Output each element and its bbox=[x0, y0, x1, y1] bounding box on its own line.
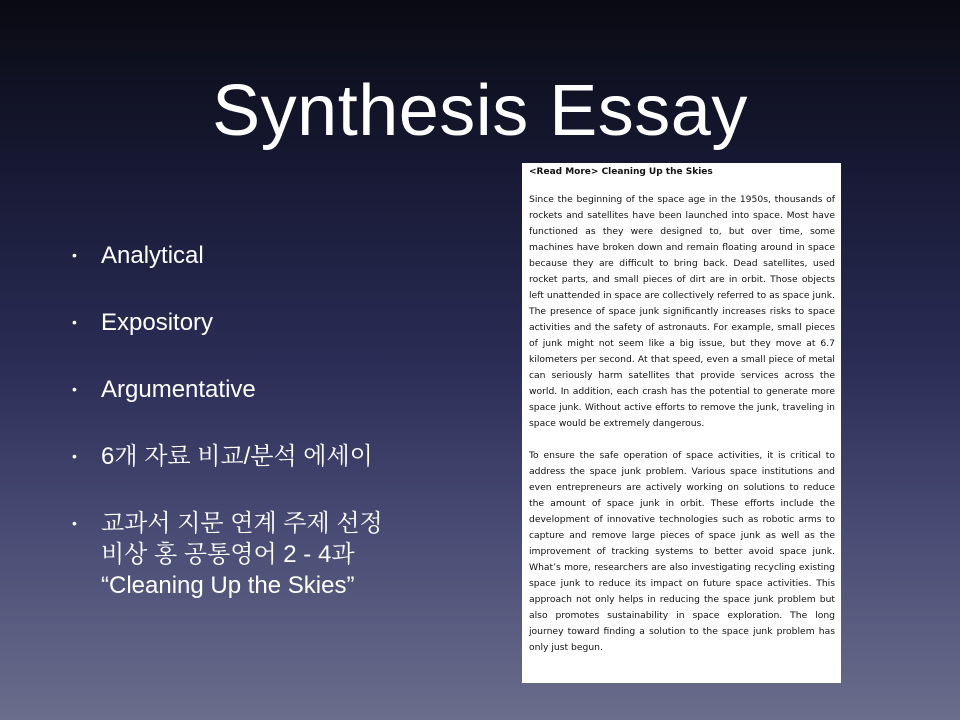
reading-document bbox=[522, 163, 841, 683]
document-paragraph-2: To ensure the safe operation of space activities, it is critical to address the space junk problem. Various space institutions and even entrepreneurs are actively working on solutions to reduce the amount of space junk in orbit. These efforts include the development of innovative technologies such as robotic arms to capture and remove large pieces of space junk as well as the improvement of tracking systems to better avoid space junk. What’s more, researchers are also investigating recycling existing space junk to reduce its impact on future space activities. This approach not only helps in reducing the space junk problem but also promotes sustainability in space exploration. The long journey toward finding a solution to the space junk problem has only just begun. bbox=[529, 450, 835, 653]
bullet-dot-icon: • bbox=[72, 448, 77, 464]
bullet-dot-icon: • bbox=[72, 515, 77, 531]
bullet-text: Analytical bbox=[101, 242, 204, 269]
bullet-item-analytical bbox=[72, 240, 472, 271]
slide-title: Synthesis Essay bbox=[212, 71, 748, 151]
bullet-dot-icon: • bbox=[72, 381, 77, 397]
bullet-text-line-3: “Cleaning Up the Skies” bbox=[101, 572, 355, 599]
bullet-item-expository bbox=[72, 307, 472, 338]
bullet-text-line-1: 교과서 지문 연계 주제 선정 bbox=[101, 510, 383, 537]
bullet-item-textbook-topic bbox=[72, 508, 472, 601]
bullet-item-six-sources bbox=[72, 441, 472, 472]
bullet-text-line-2: 비상 홍 공통영어 2 - 4과 bbox=[101, 541, 355, 568]
document-paragraph-1: Since the beginning of the space age in the 1950s, thousands of rockets and satellites have been launched into space. Most have functioned as they were designed to, but over time, some machines have broken down and remain floating around in space because they are difficult to bring back. Dead satellites, used rocket parts, and small pieces of dirt are in orbit. Those objects left unattended in space are collectively referred to as space junk. The presence of space junk significantly increases risks to space activities and the safety of astronauts. For example, small pieces of junk might not seem like a big issue, but they move at 6.7 kilometers per second. At that speed, even a small piece of metal can seriously harm satellites that provide services across the world. In addition, each crash has the potential to generate more space junk. Without active efforts to remove the junk, traveling in space would be extremely dangerous. bbox=[529, 194, 835, 429]
bullet-text: Expository bbox=[101, 309, 214, 336]
bullet-item-argumentative bbox=[72, 374, 472, 405]
bullet-text: 6개 자료 비교/분석 에세이 bbox=[101, 443, 373, 470]
bullet-text: Argumentative bbox=[101, 376, 256, 403]
bullet-dot-icon: • bbox=[72, 314, 77, 330]
document-heading: <Read More> Cleaning Up the Skies bbox=[529, 167, 713, 177]
bullet-dot-icon: • bbox=[72, 247, 77, 263]
bullet-list bbox=[72, 240, 472, 637]
